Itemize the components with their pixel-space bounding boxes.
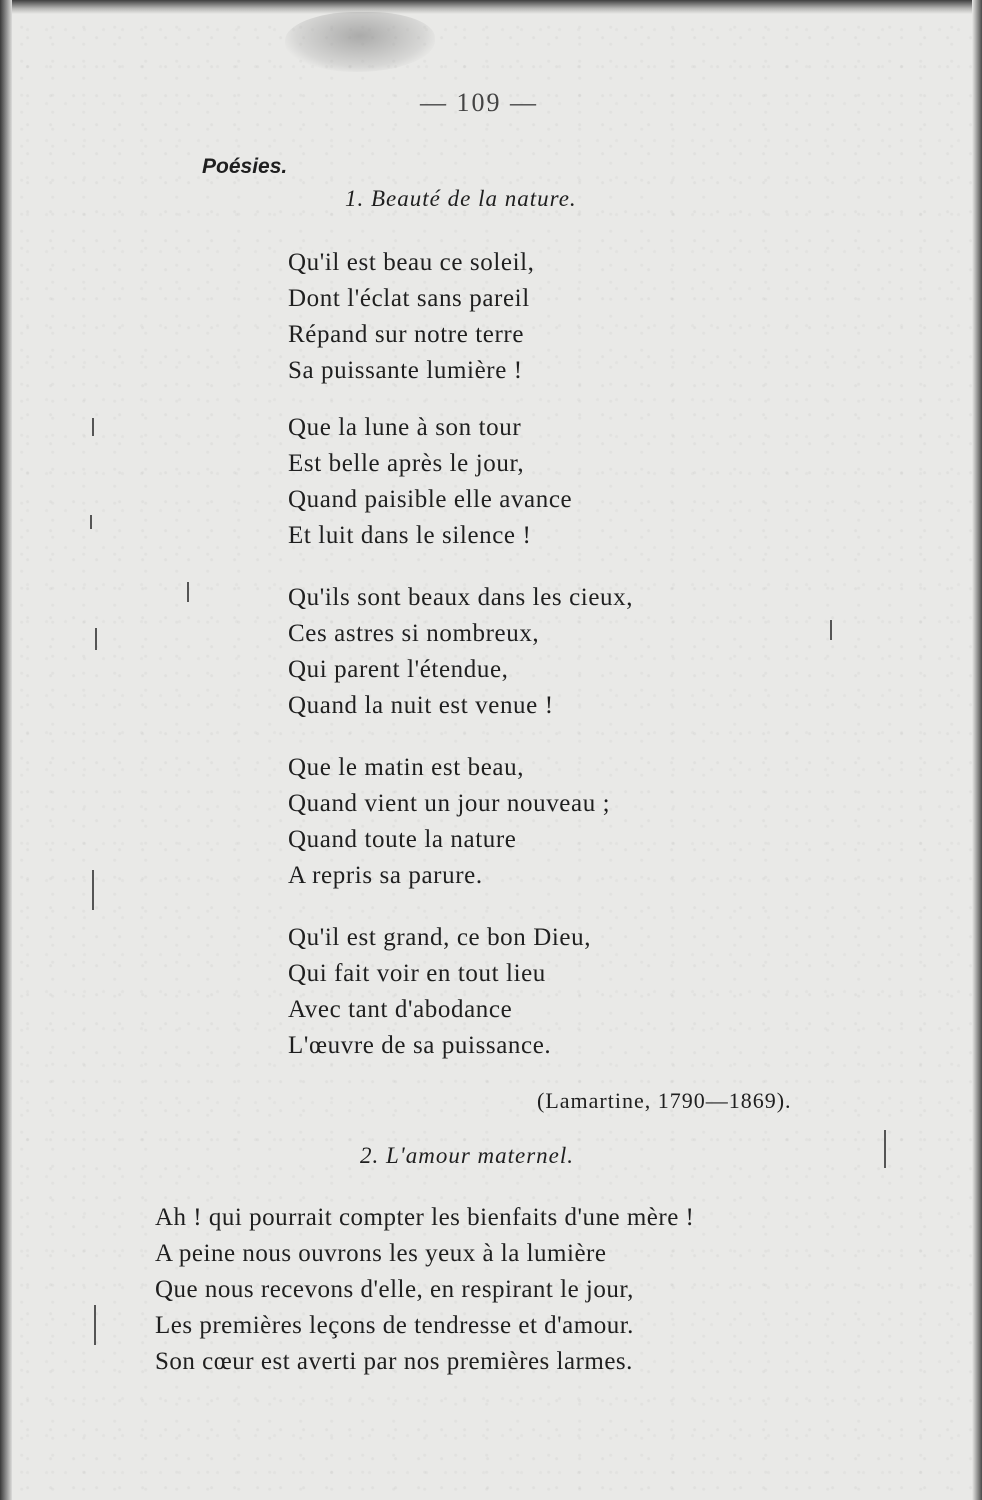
verse-line: Qu'ils sont beaux dans les cieux,: [288, 584, 634, 611]
page-left-edge: [0, 0, 12, 1500]
margin-mark: [830, 620, 832, 640]
margin-mark: [187, 582, 189, 602]
verse-line: Qu'il est grand, ce bon Dieu,: [288, 924, 592, 951]
verse-line: L'œuvre de sa puissance.: [288, 1032, 552, 1059]
paper-stain: [285, 12, 435, 72]
stanza: [288, 410, 572, 554]
verse-line: Avec tant d'abodance: [288, 996, 513, 1023]
verse-line: Que la lune à son tour: [288, 414, 522, 441]
page-top-edge: [0, 0, 982, 14]
stanza: [288, 750, 610, 894]
verse-line: Qu'il est beau ce soleil,: [288, 249, 535, 276]
margin-mark: [94, 1305, 96, 1345]
page-number: — 109 —: [420, 88, 538, 117]
verse-line: Est belle après le jour,: [288, 450, 525, 477]
verse-line: Qui fait voir en tout lieu: [288, 960, 546, 987]
verse-line: Répand sur notre terre: [288, 321, 525, 348]
poem-attribution: (Lamartine, 1790—1869).: [537, 1088, 792, 1113]
poem-title: 2. L'amour maternel.: [360, 1143, 575, 1168]
verse-line: Sa puissante lumière !: [288, 357, 523, 384]
verse-line: Que le matin est beau,: [288, 754, 525, 781]
section-heading: Poésies.: [202, 155, 288, 178]
verse-line: Les premières leçons de tendresse et d'amour.: [155, 1312, 634, 1339]
verse-line: Son cœur est averti par nos premières larmes.: [155, 1348, 633, 1375]
page-right-edge: [972, 0, 982, 1500]
stanza: [288, 580, 633, 724]
verse-line: Quand paisible elle avance: [288, 486, 573, 513]
verse-line: Et luit dans le silence !: [288, 522, 532, 549]
verse-line: Quand toute la nature: [288, 826, 517, 853]
verse-line: Ah ! qui pourrait compter les bienfaits d'une mère !: [155, 1204, 695, 1231]
margin-mark: [95, 628, 97, 650]
poem-title: 1. Beauté de la nature.: [345, 186, 577, 211]
verse-line: A repris sa parure.: [288, 862, 483, 889]
verse-line: Que nous recevons d'elle, en respirant le jour,: [155, 1276, 634, 1303]
poem-body: [155, 1200, 694, 1380]
margin-mark: [92, 870, 94, 910]
margin-mark: [90, 515, 92, 529]
verse-line: Dont l'éclat sans pareil: [288, 285, 530, 312]
stanza: [288, 920, 591, 1064]
verse-line: Ces astres si nombreux,: [288, 620, 540, 647]
margin-mark: [884, 1130, 886, 1168]
verse-line: Quand vient un jour nouveau ;: [288, 790, 611, 817]
margin-mark: [92, 418, 94, 436]
stanza: [288, 245, 535, 389]
verse-line: A peine nous ouvrons les yeux à la lumière: [155, 1240, 607, 1267]
verse-line: Qui parent l'étendue,: [288, 656, 509, 683]
verse-line: Quand la nuit est venue !: [288, 692, 554, 719]
